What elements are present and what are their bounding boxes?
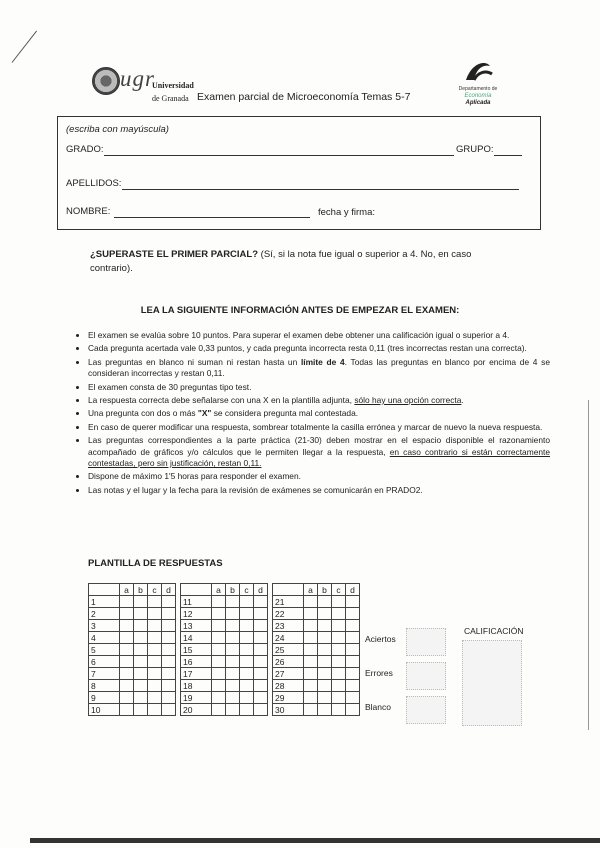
answer-cell-a[interactable] xyxy=(120,704,134,716)
answer-cell-a[interactable] xyxy=(304,656,318,668)
calificacion-box[interactable] xyxy=(462,640,522,726)
first-partial-question xyxy=(90,248,510,276)
question-number: 27 xyxy=(273,668,304,680)
grado-label: GRADO: xyxy=(66,144,104,155)
answer-cell-c[interactable] xyxy=(332,704,346,716)
grado-field[interactable] xyxy=(104,155,454,156)
question-number: 28 xyxy=(273,680,304,692)
grid-row xyxy=(89,704,360,716)
answer-cell-c[interactable] xyxy=(148,704,162,716)
rule-item: • En caso de querer modificar una respuesta, sombrear totalmente la casilla errónea y marcar de nuevo la nueva respuesta. xyxy=(88,422,550,433)
grid-header-row xyxy=(89,584,360,596)
grid-corner-cell xyxy=(89,584,120,596)
question-number: 1 xyxy=(89,596,120,608)
question-number: 14 xyxy=(181,632,212,644)
answer-cell-c[interactable] xyxy=(332,608,346,620)
answer-sheet-title: PLANTILLA DE RESPUESTAS xyxy=(88,558,223,569)
calificacion-label: CALIFICACIÓN xyxy=(464,626,524,636)
answer-cell-b[interactable] xyxy=(318,608,332,620)
answer-cell-a[interactable] xyxy=(304,692,318,704)
answer-cell-b[interactable] xyxy=(134,608,148,620)
question-number: 17 xyxy=(181,668,212,680)
question-number: 12 xyxy=(181,608,212,620)
answer-cell-b[interactable] xyxy=(318,656,332,668)
nombre-label: NOMBRE: xyxy=(66,206,111,217)
blanco-label: Blanco xyxy=(365,702,391,712)
answer-cell-d[interactable] xyxy=(346,692,360,704)
answer-grid xyxy=(88,583,360,716)
question-number: 2 xyxy=(89,608,120,620)
answer-cell-d[interactable] xyxy=(162,704,176,716)
question-number: 23 xyxy=(273,620,304,632)
answer-cell-a[interactable] xyxy=(212,704,226,716)
grid-row xyxy=(89,632,360,644)
rule-item: • Dispone de máximo 1'5 horas para responder el examen. xyxy=(88,471,550,482)
option-header-d: d xyxy=(254,584,268,596)
question-number: 24 xyxy=(273,632,304,644)
question-number: 4 xyxy=(89,632,120,644)
question-number: 10 xyxy=(89,704,120,716)
grid-row xyxy=(89,620,360,632)
answer-cell-c[interactable] xyxy=(148,680,162,692)
answer-cell-a[interactable] xyxy=(212,608,226,620)
answer-cell-d[interactable] xyxy=(346,704,360,716)
aciertos-box[interactable] xyxy=(406,628,446,656)
ugr-logo: ugr xyxy=(120,66,155,91)
grid-row xyxy=(89,692,360,704)
answer-cell-c[interactable] xyxy=(332,692,346,704)
answer-cell-b[interactable] xyxy=(134,632,148,644)
option-header-b: b xyxy=(318,584,332,596)
answer-cell-d[interactable] xyxy=(346,680,360,692)
errores-box[interactable] xyxy=(406,662,446,690)
grid-row xyxy=(89,656,360,668)
grid-row xyxy=(89,596,360,608)
question-number: 8 xyxy=(89,680,120,692)
option-header-d: d xyxy=(346,584,360,596)
grid-row xyxy=(89,668,360,680)
answer-cell-c[interactable] xyxy=(148,668,162,680)
answer-cell-c[interactable] xyxy=(240,692,254,704)
answer-cell-d[interactable] xyxy=(346,596,360,608)
rule-item: • Las preguntas correspondientes a la parte práctica (21-30) deben mostrar en el espacio disponible el razonamiento acompañado de gráficos y/o cálculos que le permiten llegar a la respuesta, en caso contrario si están correctamente contestadas, pero sin justificación, restan 0,11. xyxy=(88,435,550,469)
answer-cell-c[interactable] xyxy=(148,692,162,704)
question-number: 7 xyxy=(89,668,120,680)
scan-edge xyxy=(588,400,589,730)
answer-cell-c[interactable] xyxy=(332,620,346,632)
apellidos-field[interactable] xyxy=(122,189,519,190)
answer-cell-c[interactable] xyxy=(148,632,162,644)
question-number: 22 xyxy=(273,608,304,620)
answer-cell-d[interactable] xyxy=(254,608,268,620)
question-number: 25 xyxy=(273,644,304,656)
uppercase-note: (escriba con mayúscula) xyxy=(66,124,169,135)
question-number: 9 xyxy=(89,692,120,704)
answer-cell-d[interactable] xyxy=(254,644,268,656)
answer-cell-b[interactable] xyxy=(134,620,148,632)
answer-cell-a[interactable] xyxy=(120,680,134,692)
answer-cell-a[interactable] xyxy=(304,704,318,716)
answer-cell-d[interactable] xyxy=(346,656,360,668)
answer-cell-c[interactable] xyxy=(332,596,346,608)
answer-cell-b[interactable] xyxy=(134,668,148,680)
scan-bottom-edge xyxy=(30,838,600,843)
answer-cell-d[interactable] xyxy=(162,620,176,632)
grid-corner-cell xyxy=(273,584,304,596)
answer-cell-a[interactable] xyxy=(120,692,134,704)
option-header-c: c xyxy=(332,584,346,596)
university-name: Universidad xyxy=(152,81,194,90)
answer-cell-a[interactable] xyxy=(120,608,134,620)
university-seal-icon xyxy=(92,67,120,95)
answer-cell-a[interactable] xyxy=(212,644,226,656)
option-header-c: c xyxy=(240,584,254,596)
question-number: 21 xyxy=(273,596,304,608)
answer-cell-b[interactable] xyxy=(134,644,148,656)
answer-cell-a[interactable] xyxy=(120,656,134,668)
answer-cell-c[interactable] xyxy=(332,680,346,692)
answer-cell-b[interactable] xyxy=(318,632,332,644)
apellidos-label: APELLIDOS: xyxy=(66,178,122,189)
grid-row xyxy=(89,680,360,692)
answer-cell-a[interactable] xyxy=(304,620,318,632)
answer-cell-b[interactable] xyxy=(318,668,332,680)
grid-corner-cell xyxy=(181,584,212,596)
aciertos-label: Aciertos xyxy=(365,634,396,644)
question-number: 30 xyxy=(273,704,304,716)
university-sub: de Granada xyxy=(152,94,189,103)
answer-cell-b[interactable] xyxy=(226,680,240,692)
department-logo-text: Departamento de Economía Aplicada xyxy=(458,86,498,106)
question-number: 18 xyxy=(181,680,212,692)
option-header-c: c xyxy=(148,584,162,596)
question-number: 19 xyxy=(181,692,212,704)
answer-cell-d[interactable] xyxy=(162,608,176,620)
nombre-field[interactable] xyxy=(114,217,310,218)
answer-cell-c[interactable] xyxy=(240,704,254,716)
answer-cell-a[interactable] xyxy=(120,632,134,644)
answer-cell-a[interactable] xyxy=(212,668,226,680)
answer-cell-c[interactable] xyxy=(240,596,254,608)
question-number: 13 xyxy=(181,620,212,632)
answer-cell-d[interactable] xyxy=(162,680,176,692)
answer-cell-c[interactable] xyxy=(240,632,254,644)
question-number: 26 xyxy=(273,656,304,668)
answer-cell-a[interactable] xyxy=(120,596,134,608)
answer-cell-b[interactable] xyxy=(226,608,240,620)
answer-cell-d[interactable] xyxy=(346,668,360,680)
question-number: 20 xyxy=(181,704,212,716)
answer-cell-b[interactable] xyxy=(134,704,148,716)
grupo-label: GRUPO: xyxy=(456,144,494,155)
answer-cell-d[interactable] xyxy=(346,632,360,644)
answer-cell-a[interactable] xyxy=(120,644,134,656)
rule-item: • El examen consta de 30 preguntas tipo test. xyxy=(88,382,550,393)
errores-label: Errores xyxy=(365,668,393,678)
instructions-heading: LEA LA SIGUIENTE INFORMACIÓN ANTES DE EMPEZAR EL EXAMEN: xyxy=(140,305,460,316)
option-header-b: b xyxy=(134,584,148,596)
answer-cell-b[interactable] xyxy=(134,596,148,608)
rule-item: • Las preguntas en blanco ni suman ni restan hasta un límite de 4. Todas las preguntas en blanco por encima de 4 se consideran incorrectas y restan 0,11. xyxy=(88,357,550,380)
answer-cell-a[interactable] xyxy=(304,644,318,656)
answer-cell-c[interactable] xyxy=(148,608,162,620)
rule-item: • La respuesta correcta debe señalarse con una X en la plantilla adjunta, sólo hay una opción correcta. xyxy=(88,395,550,406)
answer-cell-c[interactable] xyxy=(240,680,254,692)
answer-cell-a[interactable] xyxy=(304,596,318,608)
question-number: 16 xyxy=(181,656,212,668)
answer-cell-b[interactable] xyxy=(318,596,332,608)
answer-cell-a[interactable] xyxy=(120,620,134,632)
answer-cell-c[interactable] xyxy=(332,644,346,656)
answer-cell-a[interactable] xyxy=(304,680,318,692)
answer-cell-b[interactable] xyxy=(226,656,240,668)
answer-cell-c[interactable] xyxy=(240,668,254,680)
answer-cell-b[interactable] xyxy=(134,692,148,704)
answer-cell-b[interactable] xyxy=(226,692,240,704)
answer-cell-b[interactable] xyxy=(226,620,240,632)
rule-item: • Cada pregunta acertada vale 0,33 puntos, y cada pregunta incorrecta resta 0,11 (tres incorrectas restan una correcta). xyxy=(88,343,550,354)
answer-cell-d[interactable] xyxy=(346,608,360,620)
grid-row xyxy=(89,608,360,620)
answer-cell-d[interactable] xyxy=(162,596,176,608)
rule-item: • Las notas y el lugar y la fecha para la revisión de exámenes se comunicarán en PRADO2. xyxy=(88,485,550,496)
rules-list xyxy=(68,330,550,498)
answer-cell-d[interactable] xyxy=(254,656,268,668)
answer-cell-d[interactable] xyxy=(254,620,268,632)
answer-cell-a[interactable] xyxy=(212,680,226,692)
question-rest: (Sí, si la nota fue igual o superior a 4. No, en caso contrario). xyxy=(90,249,472,274)
pencil-mark xyxy=(12,31,37,63)
answer-cell-c[interactable] xyxy=(332,632,346,644)
question-bold: ¿SUPERASTE EL PRIMER PARCIAL? xyxy=(90,249,259,260)
answer-cell-a[interactable] xyxy=(120,668,134,680)
answer-cell-b[interactable] xyxy=(226,704,240,716)
answer-cell-b[interactable] xyxy=(318,620,332,632)
answer-cell-d[interactable] xyxy=(162,668,176,680)
answer-cell-b[interactable] xyxy=(226,596,240,608)
answer-cell-a[interactable] xyxy=(212,692,226,704)
exam-title: Examen parcial de Microeconomía Temas 5-7 xyxy=(197,91,411,103)
answer-cell-a[interactable] xyxy=(212,620,226,632)
answer-cell-d[interactable] xyxy=(346,644,360,656)
answer-cell-c[interactable] xyxy=(240,656,254,668)
answer-cell-a[interactable] xyxy=(304,668,318,680)
answer-cell-c[interactable] xyxy=(148,620,162,632)
answer-cell-c[interactable] xyxy=(332,668,346,680)
answer-cell-b[interactable] xyxy=(226,644,240,656)
answer-cell-d[interactable] xyxy=(162,644,176,656)
department-logo-icon xyxy=(462,58,494,84)
answer-cell-b[interactable] xyxy=(134,656,148,668)
answer-cell-d[interactable] xyxy=(162,656,176,668)
question-number: 3 xyxy=(89,620,120,632)
answer-cell-c[interactable] xyxy=(148,596,162,608)
option-header-a: a xyxy=(212,584,226,596)
answer-cell-d[interactable] xyxy=(254,596,268,608)
answer-cell-d[interactable] xyxy=(162,692,176,704)
question-number: 29 xyxy=(273,692,304,704)
answer-cell-d[interactable] xyxy=(346,620,360,632)
answer-cell-c[interactable] xyxy=(240,644,254,656)
grupo-field[interactable] xyxy=(494,155,522,156)
question-number: 6 xyxy=(89,656,120,668)
answer-cell-d[interactable] xyxy=(254,680,268,692)
grid-row xyxy=(89,644,360,656)
answer-cell-b[interactable] xyxy=(226,632,240,644)
question-number: 5 xyxy=(89,644,120,656)
answer-cell-c[interactable] xyxy=(148,656,162,668)
answer-cell-b[interactable] xyxy=(134,680,148,692)
option-header-b: b xyxy=(226,584,240,596)
answer-cell-b[interactable] xyxy=(318,644,332,656)
answer-cell-c[interactable] xyxy=(240,620,254,632)
answer-cell-a[interactable] xyxy=(212,632,226,644)
answer-cell-c[interactable] xyxy=(148,644,162,656)
option-header-a: a xyxy=(120,584,134,596)
rule-item: • Una pregunta con dos o más "X" se considera pregunta mal contestada. xyxy=(88,408,550,419)
answer-cell-b[interactable] xyxy=(318,680,332,692)
answer-cell-d[interactable] xyxy=(162,632,176,644)
question-number: 15 xyxy=(181,644,212,656)
answer-cell-d[interactable] xyxy=(254,704,268,716)
answer-cell-a[interactable] xyxy=(304,632,318,644)
answer-cell-a[interactable] xyxy=(304,608,318,620)
answer-cell-a[interactable] xyxy=(212,656,226,668)
answer-cell-c[interactable] xyxy=(240,608,254,620)
answer-cell-b[interactable] xyxy=(226,668,240,680)
firma-label: fecha y firma: xyxy=(318,207,376,218)
option-header-d: d xyxy=(162,584,176,596)
answer-cell-b[interactable] xyxy=(318,704,332,716)
rule-item: • El examen se evalúa sobre 10 puntos. Para superar el examen debe obtener una calificación igual o superior a 4. xyxy=(88,330,550,341)
answer-cell-d[interactable] xyxy=(254,632,268,644)
answer-cell-c[interactable] xyxy=(332,656,346,668)
question-number: 11 xyxy=(181,596,212,608)
answer-cell-d[interactable] xyxy=(254,668,268,680)
answer-cell-a[interactable] xyxy=(212,596,226,608)
option-header-a: a xyxy=(304,584,318,596)
blanco-box[interactable] xyxy=(406,696,446,724)
answer-cell-b[interactable] xyxy=(318,692,332,704)
answer-cell-d[interactable] xyxy=(254,692,268,704)
